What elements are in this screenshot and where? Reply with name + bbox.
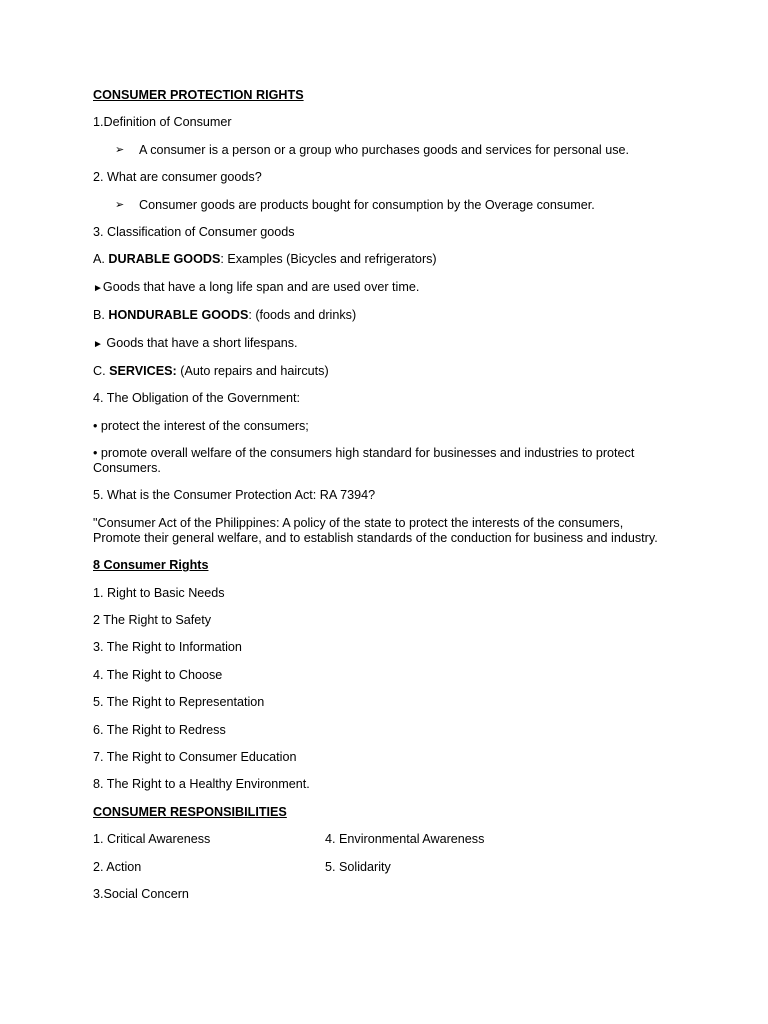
right-item-7: 7. The Right to Consumer Education: [93, 749, 297, 764]
right-item-4: 4. The Right to Choose: [93, 667, 223, 682]
class-b-line: [93, 308, 673, 323]
triangle-bullet-icon: ►: [93, 338, 103, 350]
section-2-bullet: [93, 198, 673, 213]
class-a-rest: : Examples (Bicycles and refrigerators): [220, 252, 437, 267]
triangle-bullet-icon: ►: [93, 282, 103, 294]
class-b-name: HONDURABLE GOODS: [108, 308, 249, 323]
rights-heading: 8 Consumer Rights: [93, 558, 209, 573]
class-c-line: [93, 364, 673, 379]
responsibilities-row-1: [93, 832, 673, 847]
right-item-2: 2 The Right to Safety: [93, 613, 212, 628]
responsibility-item-4: 4. Environmental Awareness: [325, 832, 485, 847]
right-item-6: 6. The Right to Redress: [93, 722, 226, 737]
section-1-bullet-text: A consumer is a person or a group who purchases goods and services for personal use.: [139, 142, 630, 157]
class-a-description: [93, 280, 673, 296]
class-b-prefix: B.: [93, 308, 109, 323]
document-page: [93, 88, 673, 914]
right-item-1: 1. Right to Basic Needs: [93, 585, 225, 600]
responsibilities-heading: CONSUMER RESPONSIBILITIES: [93, 804, 287, 819]
section-4-bullet-1: • protect the interest of the consumers;: [93, 418, 309, 433]
responsibility-item-3: 3.Social Concern: [93, 886, 189, 901]
responsibility-item-5: 5. Solidarity: [325, 859, 391, 874]
responsibility-item-2: 2. Action: [93, 859, 142, 874]
section-2-heading: 2. What are consumer goods?: [93, 170, 262, 185]
section-5-quote: "Consumer Act of the Philippines: A policy of the state to protect the interests of the consumers, Promote their general welfare, and to establish standards of the conduction for business and industry.: [93, 515, 658, 545]
arrow-bullet-icon: ➢: [115, 198, 125, 211]
section-4-heading: 4. The Obligation of the Government:: [93, 391, 300, 406]
class-c-name: SERVICES:: [109, 363, 177, 378]
class-a-name: DURABLE GOODS: [108, 252, 221, 267]
section-4-bullet-2: • promote overall welfare of the consumers high standard for businesses and industries to protect Consumers.: [93, 446, 635, 476]
class-c-rest: (Auto repairs and haircuts): [176, 363, 329, 378]
class-b-description: [93, 336, 673, 352]
section-2-bullet-text: Consumer goods are products bought for consumption by the Overage consumer.: [139, 197, 595, 212]
responsibilities-row-2: [93, 860, 673, 875]
class-c-prefix: C.: [93, 363, 110, 378]
section-1-heading: 1.Definition of Consumer: [93, 115, 232, 130]
responsibility-item-1: 1. Critical Awareness: [93, 832, 211, 847]
right-item-5: 5. The Right to Representation: [93, 695, 265, 710]
arrow-bullet-icon: ➢: [115, 143, 125, 156]
class-b-rest: : (foods and drinks): [248, 308, 357, 323]
section-1-bullet: [93, 143, 673, 158]
document-title: CONSUMER PROTECTION RIGHTS: [93, 88, 304, 102]
right-item-3: 3. The Right to Information: [93, 640, 242, 655]
class-a-prefix: A.: [93, 252, 109, 267]
section-5-heading: 5. What is the Consumer Protection Act: RA 7394?: [93, 488, 376, 503]
class-a-line: [93, 252, 673, 267]
class-a-description-text: Goods that have a long life span and are used over time.: [102, 279, 420, 294]
class-b-description-text: Goods that have a short lifespans.: [102, 335, 298, 350]
section-3-heading: 3. Classification of Consumer goods: [93, 224, 295, 239]
right-item-8: 8. The Right to a Healthy Environment.: [93, 777, 310, 792]
